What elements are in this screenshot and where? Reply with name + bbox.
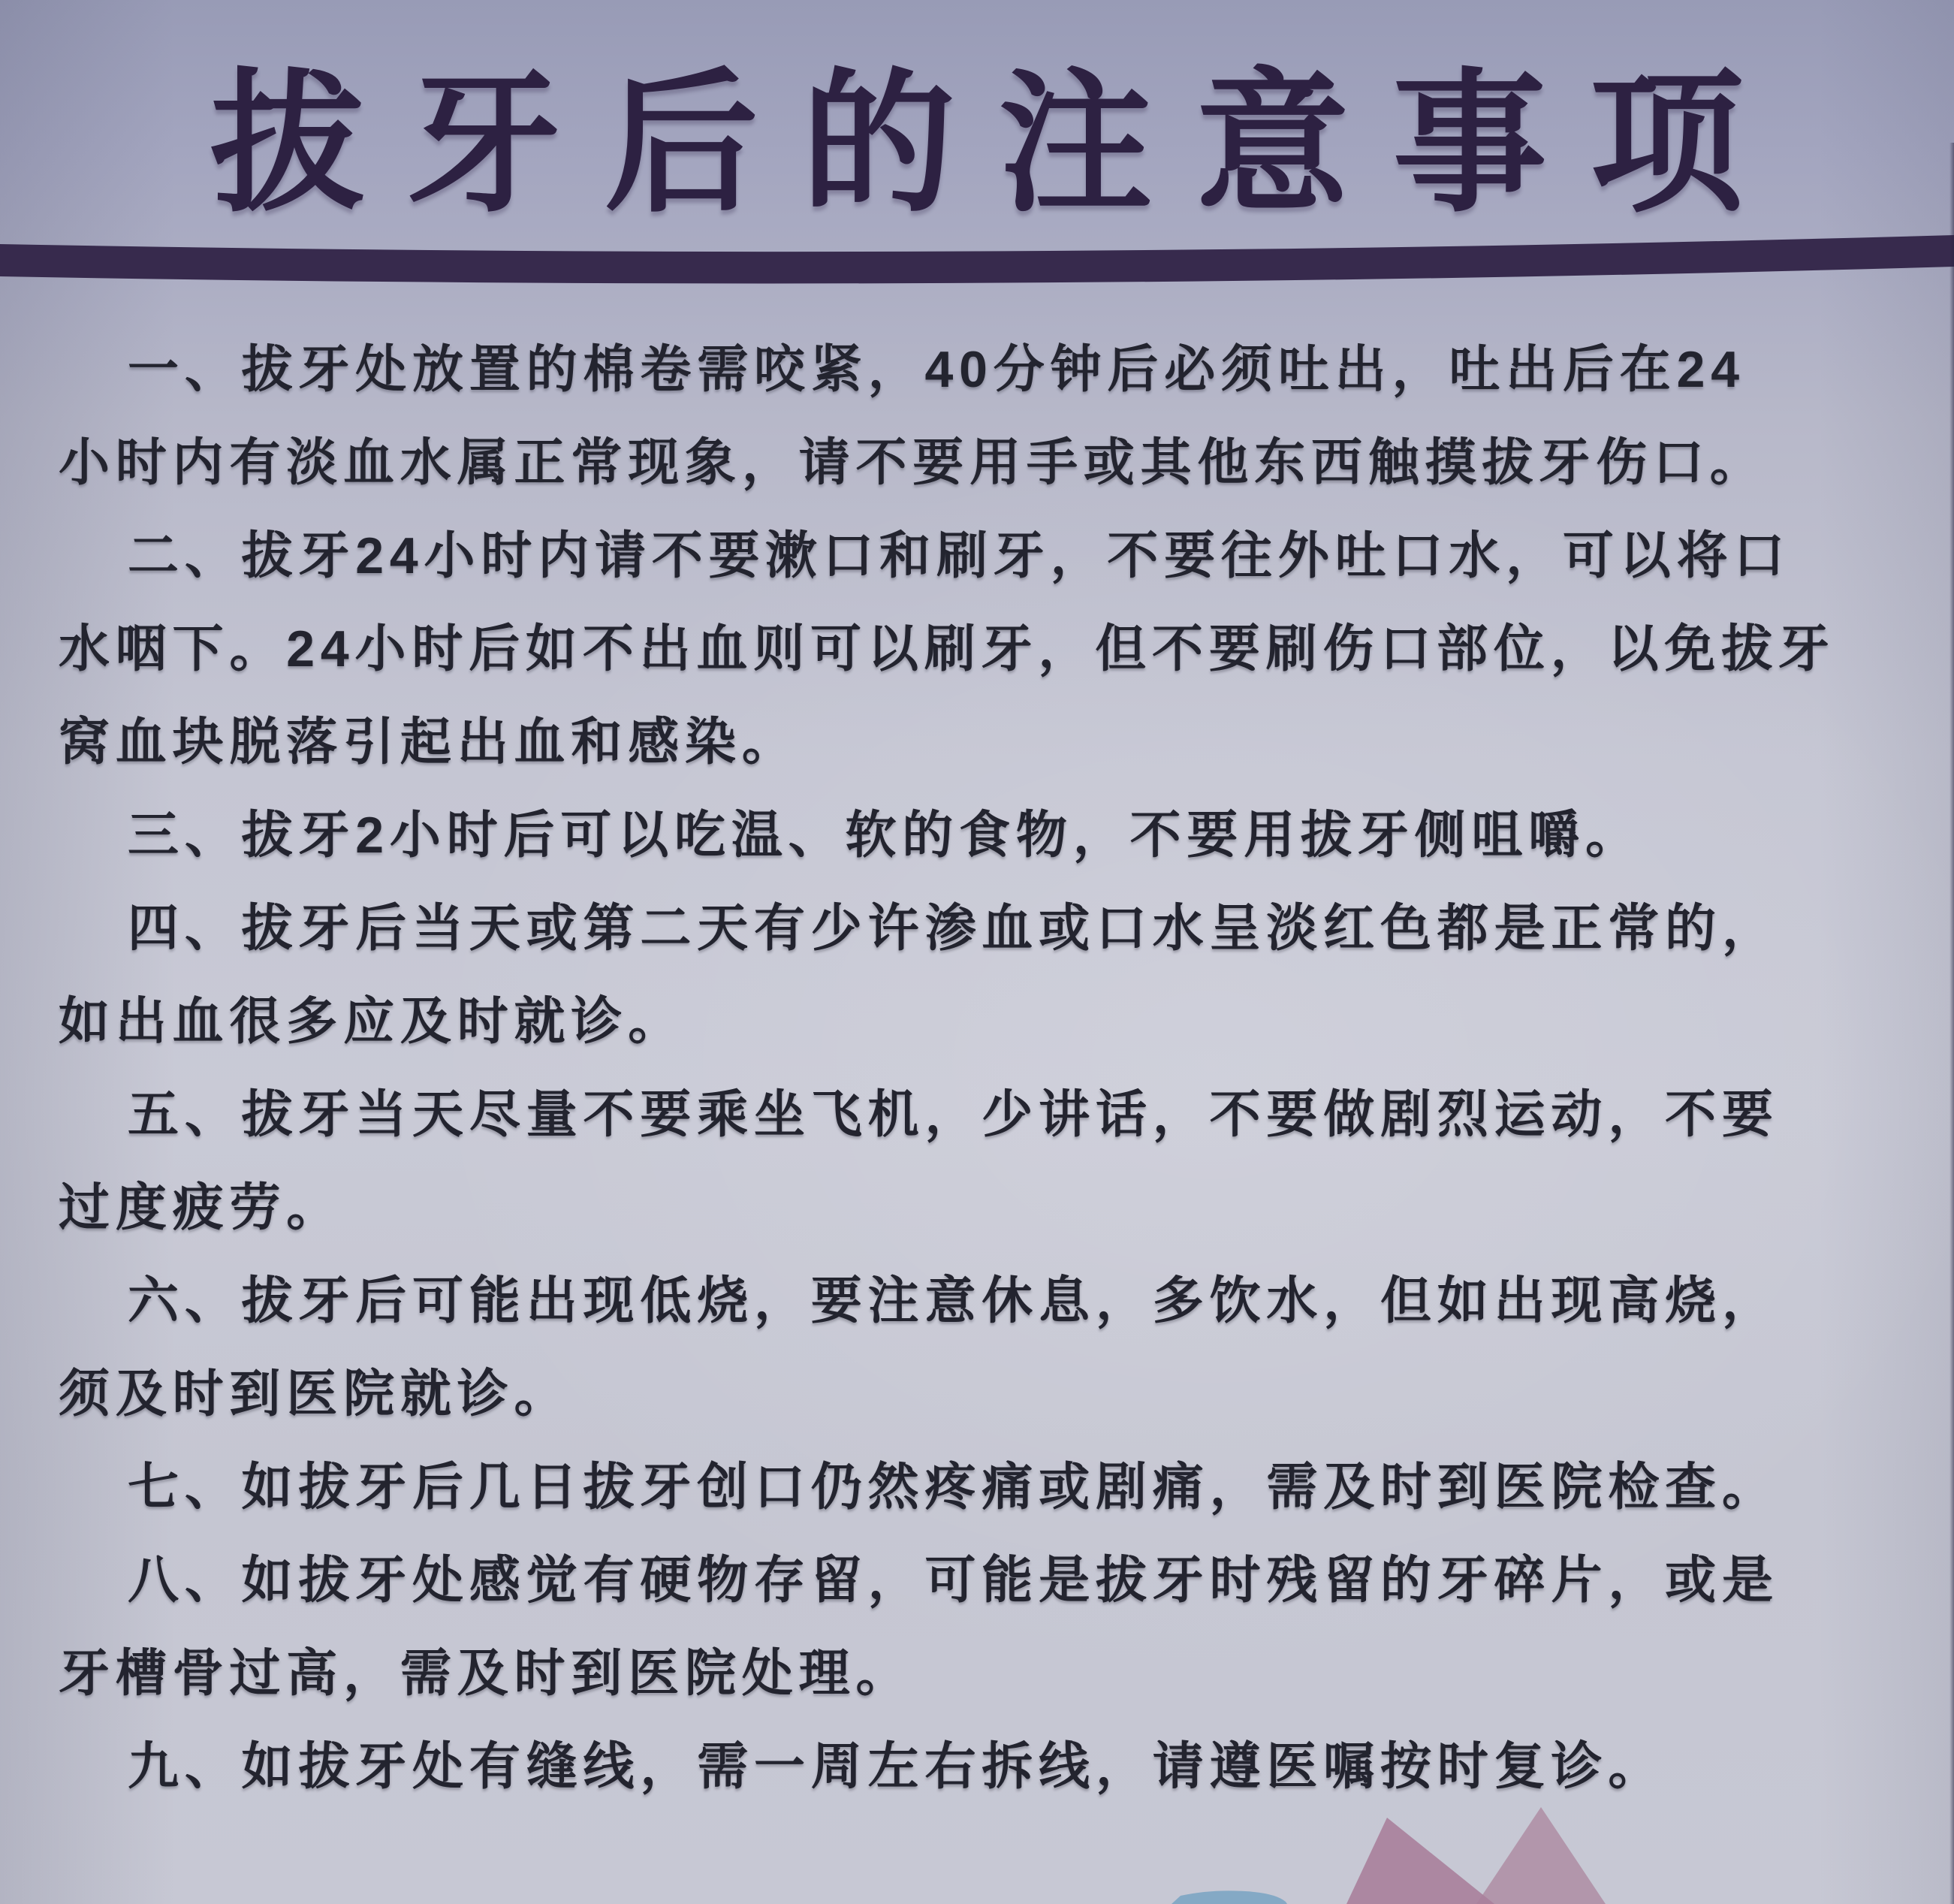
notice-line: 二、拔牙24小时内请不要漱口和刷牙，不要往外吐口水，可以将口 xyxy=(128,527,1791,584)
notice-line: 水咽下。24小时后如不出血则可以刷牙，但不要刷伤口部位，以免拔牙 xyxy=(59,620,1835,677)
notice-line: 如出血很多应及时就诊。 xyxy=(59,993,686,1050)
notice-line: 八、如拔牙处感觉有硬物存留，可能是拔牙时残留的牙碎片，或是 xyxy=(128,1552,1779,1609)
notice-line: 三、拔牙2小时后可以吃温、软的食物，不要用拔牙侧咀嚼。 xyxy=(128,807,1642,864)
notice-line: 四、拔牙后当天或第二天有少许渗血或口水呈淡红色都是正常的， xyxy=(128,900,1779,957)
notice-line: 五、拔牙当天尽量不要乘坐飞机，少讲话，不要做剧烈运动，不要 xyxy=(128,1086,1779,1143)
notice-line: 七、如拔牙后几日拔牙创口仍然疼痛或剧痛，需及时到医院检查。 xyxy=(128,1459,1779,1516)
notice-line: 牙槽骨过高，需及时到医院处理。 xyxy=(59,1645,913,1702)
notice-line: 小时内有淡血水属正常现象，请不要用手或其他东西触摸拔牙伤口。 xyxy=(59,434,1767,491)
decor-triangle-mauve xyxy=(1476,1807,1606,1904)
notice-line: 九、如拔牙处有缝线，需一周左右拆线，请遵医嘱按时复诊。 xyxy=(128,1738,1666,1795)
notice-body xyxy=(59,323,1924,1813)
notice-line: 窝血块脱落引起出血和感染。 xyxy=(59,714,799,771)
title-underline-bar xyxy=(0,225,1954,297)
notice-line: 过度疲劳。 xyxy=(59,1179,344,1236)
notice-line: 六、拔牙后可能出现低烧，要注意休息，多饮水，但如出现高烧， xyxy=(128,1272,1779,1329)
decor-triangle-pink xyxy=(1346,1818,1494,1904)
title-underline-bar-shape xyxy=(0,235,1954,283)
decor-shape-blue xyxy=(1171,1890,1287,1904)
notice-line: 须及时到医院就诊。 xyxy=(59,1365,571,1423)
notice-line: 一、拔牙处放置的棉卷需咬紧，40分钟后必须吐出，吐出后在24 xyxy=(128,341,1745,398)
poster-title: 拔牙后的注意事项 xyxy=(210,58,1787,230)
decor-shapes xyxy=(1126,1795,1954,1904)
